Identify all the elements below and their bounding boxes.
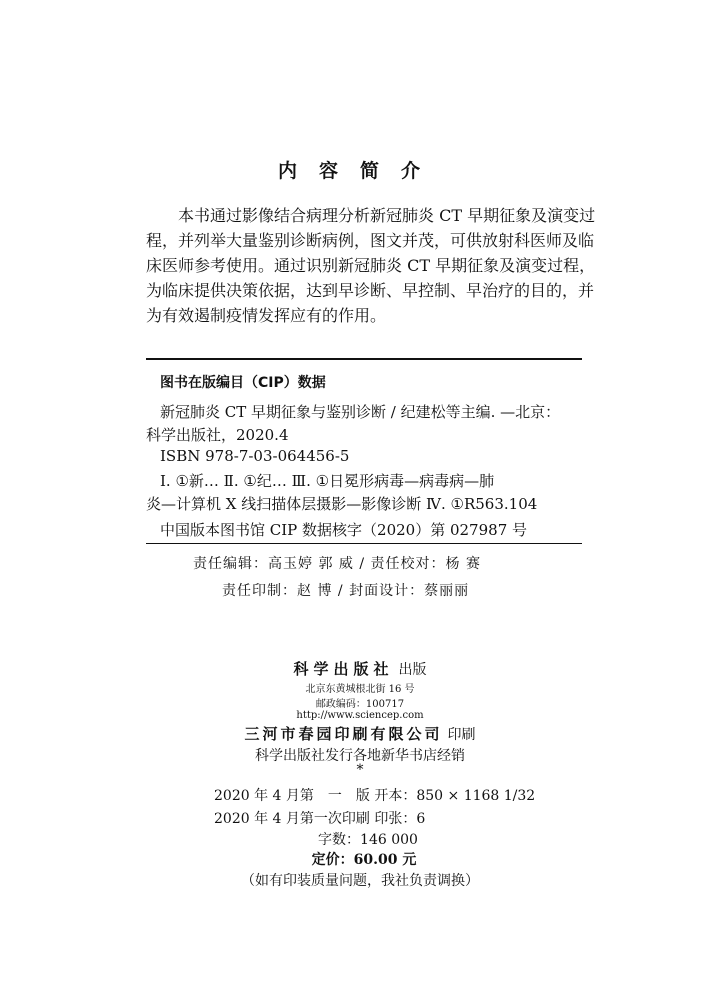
intro-line-4: 为临床提供决策依据，达到早诊断、早控制、早治疗的目的，并 bbox=[146, 281, 595, 300]
price: 定价：60.00 元 bbox=[311, 852, 417, 868]
publisher-url: http://www.sciencep.com bbox=[296, 710, 424, 721]
intro-line-5: 为有效遏制疫情发挥应有的作用。 bbox=[146, 306, 387, 325]
cip-top-rule bbox=[146, 358, 582, 360]
edition-line: 2020 年 4 月第 一 版 开本：850 × 1168 1/32 bbox=[214, 788, 536, 804]
cip-line-2: 科学出版社，2020.4 bbox=[146, 426, 289, 444]
printing-line: 2020 年 4 月第一次印刷 印张：6 bbox=[214, 811, 426, 827]
section-title: 内容简介 bbox=[277, 160, 442, 182]
cip-line-3: ISBN 978-7-03-064456-5 bbox=[160, 447, 350, 465]
cip-line-1: 新冠肺炎 CT 早期征象与鉴别诊断 / 纪建松等主编. —北京： bbox=[160, 403, 561, 421]
intro-line-3: 床医师参考使用。通过识别新冠肺炎 CT 早期征象及演变过程， bbox=[146, 256, 596, 275]
word-count: 字数：146 000 bbox=[318, 832, 418, 848]
printer-name: 三河市春园印刷有限公司 bbox=[244, 725, 443, 743]
quality-note: （如有印装质量问题，我社负责调换） bbox=[241, 873, 479, 889]
publisher-suffix: 出版 bbox=[398, 662, 427, 678]
intro-line-2: 程，并列举大量鉴别诊断病例，图文并茂，可供放射科医师及临 bbox=[146, 231, 595, 250]
distribution-line: 科学出版社发行各地新华书店经销 bbox=[255, 748, 465, 764]
cip-line-4: Ⅰ. ①新… Ⅱ. ①纪… Ⅲ. ①日冕形病毒—病毒病—肺 bbox=[160, 472, 495, 490]
separator-star: * bbox=[356, 762, 364, 778]
printer-suffix: 印刷 bbox=[447, 727, 476, 743]
cip-line-6: 中国版本图书馆 CIP 数据核字（2020）第 027987 号 bbox=[160, 521, 528, 539]
cip-bottom-rule bbox=[146, 543, 582, 544]
intro-line-1: 本书通过影像结合病理分析新冠肺炎 CT 早期征象及演变过 bbox=[178, 206, 596, 225]
cip-line-5: 炎—计算机 X 线扫描体层摄影—影像诊断 Ⅳ. ①R563.104 bbox=[146, 495, 538, 513]
publisher-name: 科学出版社 bbox=[293, 660, 394, 678]
staff-line-1: 责任编辑：高玉婷 郭 威 / 责任校对：杨 赛 bbox=[193, 556, 481, 572]
publisher-postcode: 邮政编码：100717 bbox=[315, 699, 405, 710]
publisher-line bbox=[0, 658, 720, 679]
publisher-address: 北京东黄城根北街 16 号 bbox=[305, 684, 415, 695]
staff-line-2: 责任印制：赵 博 / 封面设计：蔡丽丽 bbox=[222, 583, 470, 599]
printer-line bbox=[0, 723, 720, 744]
cip-heading: 图书在版编目（CIP）数据 bbox=[160, 375, 326, 391]
